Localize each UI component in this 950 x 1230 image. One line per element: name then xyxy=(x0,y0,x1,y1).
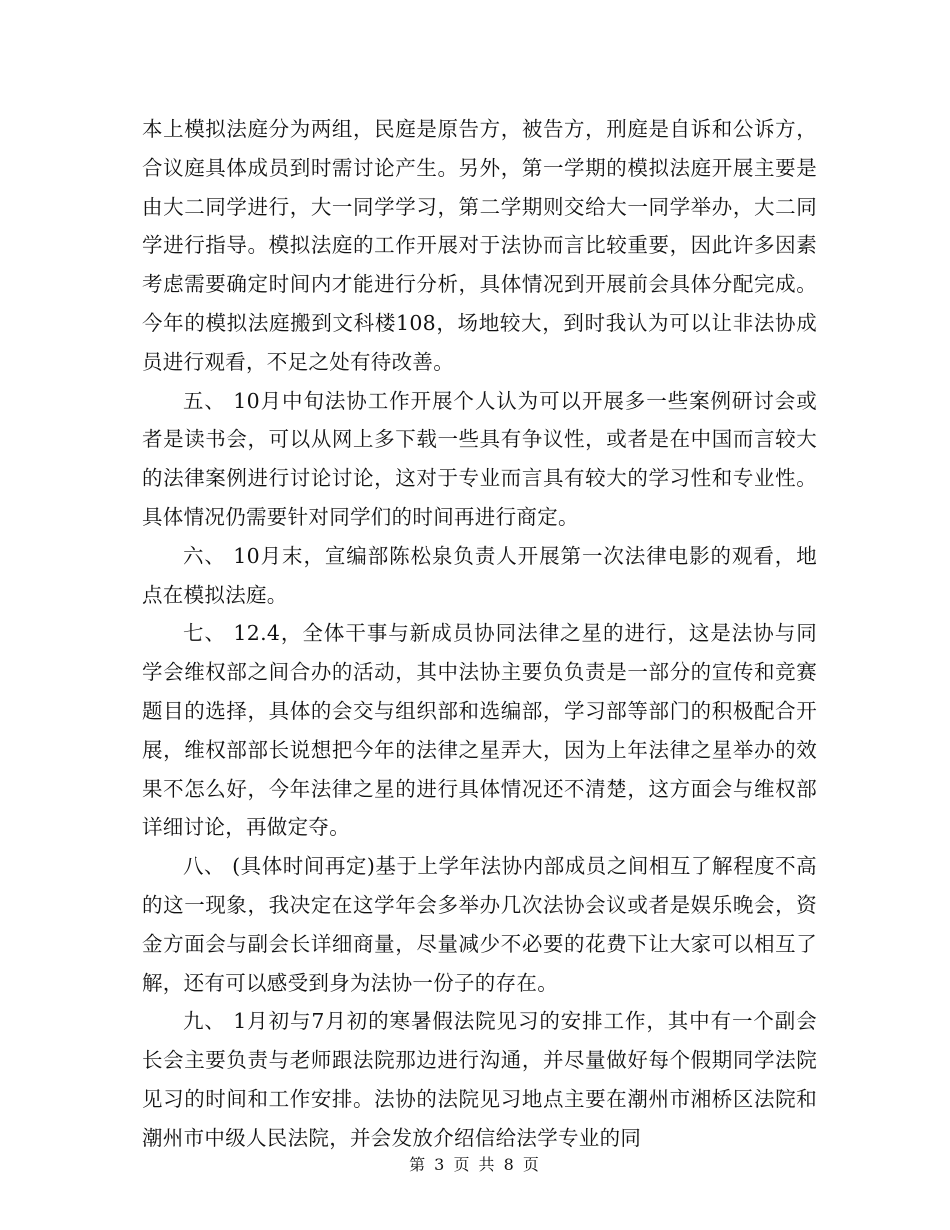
paragraph-item-5: 五、 10月中旬法协工作开展个人认为可以开展多一些案例研讨会或者是读书会，可以从网上多下载一些具有争议性，或者是在中国而言较大的法律案例进行讨论讨论，这对于专业而言具有较大的学习性和专业性。具体情况仍需要针对同学们的时间再进行商定。 xyxy=(142,388,817,529)
paragraph-continued: 本上模拟法庭分为两组，民庭是原告方，被告方，刑庭是自诉和公诉方，合议庭具体成员到时需讨论产生。另外，第一学期的模拟法庭开展主要是由大二同学进行，大一同学学习，第二学期则交给大一同学举办，大二同学进行指导。模拟法庭的工作开展对于法协而言比较重要，因此许多因素考虑需要确定时间内才能进行分析，具体情况到开展前会具体分配完成。今年的模拟法庭搬到文科楼108，场地较大，到时我认为可以让非法协成员进行观看，不足之处有待改善。 xyxy=(142,117,817,374)
body-text xyxy=(142,110,817,1158)
page-number-footer: 第 3 页 共 8 页 xyxy=(409,1155,541,1174)
paragraph-item-6: 六、 10月末，宣编部陈松泉负责人开展第一次法律电影的观看，地点在模拟法庭。 xyxy=(142,543,817,607)
paragraph-item-9: 九、 1月初与7月初的寒暑假法院见习的安排工作，其中有一个副会长会主要负责与老师跟法院那边进行沟通，并尽量做好每个假期同学法院见习的时间和工作安排。法协的法院见习地点主要在潮州市湘桥区法院和潮州市中级人民法院，并会发放介绍信给法学专业的同 xyxy=(142,1009,817,1150)
paragraph-item-8: 八、 (具体时间再定)基于上学年法协内部成员之间相互了解程度不高的这一现象，我决定在这学年会多举办几次法协会议或者是娱乐晚会，资金方面会与副会长详细商量，尽量减少不必要的花费下让大家可以相互了解，还有可以感受到身为法协一份子的存在。 xyxy=(142,854,817,995)
paragraph-item-7: 七、 12.4，全体干事与新成员协同法律之星的进行，这是法协与同学会维权部之间合办的活动，其中法协主要负负责是一部分的宣传和竞赛题目的选择，具体的会交与组织部和选编部，学习部等部门的积极配合开展，维权部部长说想把今年的法律之星弄大，因为上年法律之星举办的效果不怎么好，今年法律之星的进行具体情况还不清楚，这方面会与维权部详细讨论，再做定夺。 xyxy=(142,621,817,840)
